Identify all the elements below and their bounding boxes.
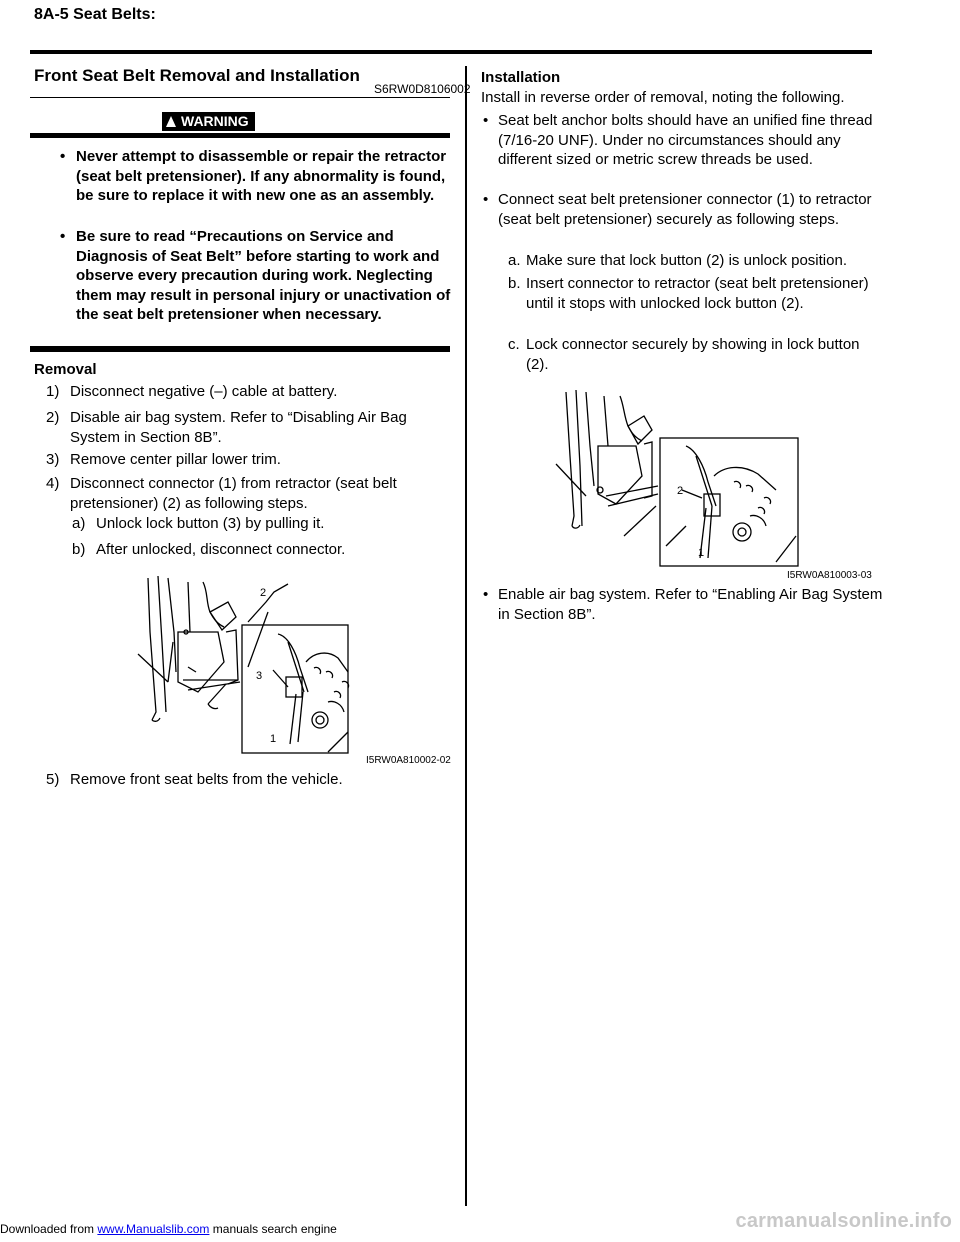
warning-bar-top [30,133,450,138]
watermark: carmanualsonline.info [735,1210,952,1232]
bullet-item: • Seat belt anchor bolts should have an unified fine thread (7/16-20 UNF). Under no circumstances should any different sized or metric screw threads be used. [483,112,873,168]
installation-figure [546,386,870,572]
figure-label: 2 [677,485,684,497]
step-item: 1) Disconnect negative (–) cable at battery. [46,383,338,400]
installation-intro: Install in reverse order of removal, noting the following. [481,89,845,106]
section-title: Front Seat Belt Removal and Installation [34,66,360,85]
figure-code: I5RW0A810002-02 [366,755,451,766]
substep-item: c. Lock connector securely by showing in lock button (2). [508,336,860,373]
step-item: 5) Remove front seat belts from the vehicle. [46,771,343,788]
substep-item: b. Insert connector to retractor (seat belt pretensioner) until it stops with unlocked lock button (2). [508,275,869,312]
header-rule [30,50,872,54]
manualslib-link[interactable]: www.Manualslib.com [97,1222,210,1236]
bullet-item: • Enable air bag system. Refer to “Enabling Air Bag System in Section 8B”. [483,586,883,623]
seat-belt-retractor-illustration [128,572,450,768]
column-divider [465,66,467,1206]
step-item: 4) Disconnect connector (1) from retractor (seat belt pretensioner) (2) as following steps. [46,475,397,512]
figure-code: I5RW0A810003-03 [787,570,872,581]
page-header: 8A-5 Seat Belts: [34,6,156,23]
title-rule [30,97,450,98]
figure-label: 3 [256,670,263,682]
substep-item: a. Make sure that lock button (2) is unlock position. [508,252,847,269]
substep-item: b) After unlocked, disconnect connector. [72,541,346,558]
warning-label: WARNING [181,113,249,129]
warning-badge [162,112,255,131]
warning-icon [166,116,176,127]
step-item: 2) Disable air bag system. Refer to “Disabling Air Bag System in Section 8B”. [46,409,407,446]
warning-bar-bottom [30,346,450,352]
seat-belt-connector-illustration [546,386,870,572]
warning-item: • Never attempt to disassemble or repair the retractor (seat belt pretensioner). If any abnormality is found, be sure to replace it with new one as an assembly. [60,148,447,204]
warning-item: • Be sure to read “Precautions on Service and Diagnosis of Seat Belt” before starting to work and observe every precaution during work. Neglecting them may result in personal injury or unactivation of the seat belt pretensioner when necessary. [60,228,451,323]
removal-figure [128,572,450,768]
footer: Downloaded from www.Manualslib.com manuals search engine [0,1222,337,1236]
figure-label: 2 [260,587,267,599]
figure-label: 1 [270,733,277,745]
bullet-item: • Connect seat belt pretensioner connector (1) to retractor (seat belt pretensioner) securely as following steps. [483,191,872,228]
installation-heading: Installation [481,69,561,86]
section-code: S6RW0D8106002 [374,82,471,96]
figure-label: 1 [698,547,705,559]
substep-item: a) Unlock lock button (3) by pulling it. [72,515,325,532]
step-item: 3) Remove center pillar lower trim. [46,451,281,468]
removal-heading: Removal [34,361,97,378]
